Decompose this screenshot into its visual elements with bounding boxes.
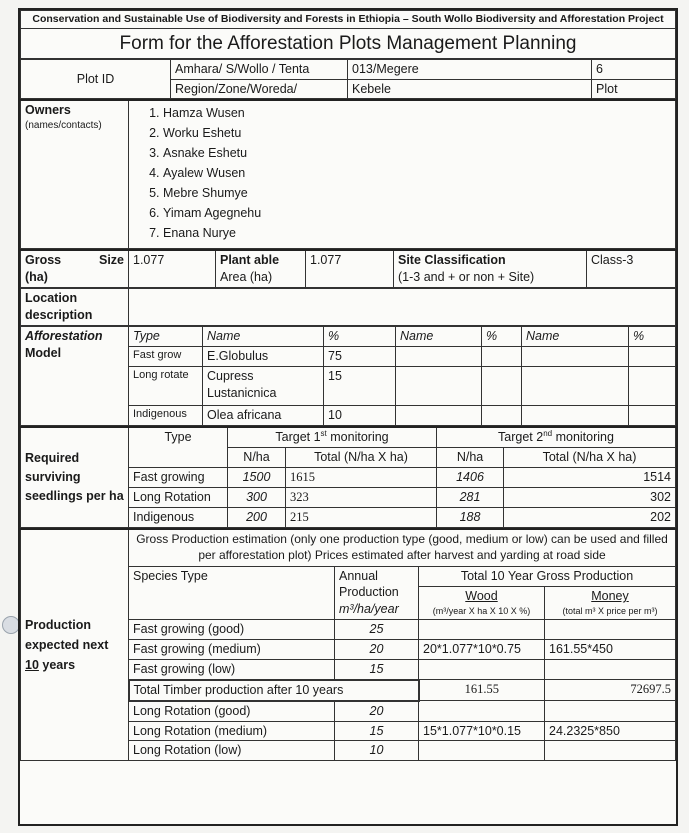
target-2-header [437, 427, 676, 448]
money-cell [545, 701, 676, 721]
money-cell: 161.55*450 [545, 640, 676, 660]
t1-cell: 215 [286, 507, 437, 527]
owners-section [20, 99, 676, 249]
annual-cell: 15 [335, 659, 419, 679]
money-cell [545, 741, 676, 761]
total-header-2: Total (N/ha X ha) [504, 448, 676, 468]
plantable-value: 1.077 [306, 250, 394, 288]
wood-cell [419, 659, 545, 679]
species-cell: Fast growing (medium) [129, 640, 335, 660]
afforestation-form [18, 8, 678, 826]
n2-cell: 188 [437, 507, 504, 527]
target-2-sup: nd [543, 429, 553, 439]
annual-cell: 20 [335, 701, 419, 721]
site-class-sublabel: (1-3 and + or non + Site) [398, 270, 535, 285]
nha-header-1: N/ha [228, 448, 286, 468]
annual-cell: 20 [335, 640, 419, 660]
pct-cell: 75 [324, 347, 396, 367]
money-header: Money [591, 589, 629, 604]
money-cell [545, 620, 676, 640]
owners-label: Owners [25, 103, 71, 118]
total-timber-label: Total Timber production after 10 years [129, 680, 419, 701]
target-1-text: Target 1 [275, 430, 321, 445]
seedlings-label: Required surviving seedlings per ha [21, 427, 129, 527]
owner-item: 2. Worku Eshetu [163, 123, 671, 143]
owner-item: 3. Asnake Eshetu [163, 143, 671, 163]
owner-item: 7. Enana Nurye [163, 223, 671, 243]
owners-sublabel: (names/contacts) [25, 120, 102, 132]
n1-cell: 1500 [228, 467, 286, 487]
seedling-type: Long Rotation [129, 487, 228, 507]
plantable-label: Plant able [220, 253, 280, 268]
total-header-1: Total (N/ha X ha) [286, 448, 437, 468]
afforestation-label: Afforestation [25, 329, 103, 344]
t2-cell: 1514 [504, 467, 676, 487]
species-cell: Long Rotation (medium) [129, 721, 335, 741]
owners-list [133, 103, 671, 243]
pct-cell: 15 [324, 367, 396, 406]
location-sublabel: description [25, 308, 93, 323]
pct-cell: 10 [324, 406, 396, 426]
target-2-monitoring: monitoring [555, 430, 614, 445]
type-cell: Long rotate [129, 367, 203, 406]
kebele-label: Kebele [348, 79, 592, 99]
model-label: Model [25, 346, 62, 361]
money-cell [545, 659, 676, 679]
kebele-value: 013/Megere [348, 59, 592, 79]
t1-cell: 1615 [286, 467, 437, 487]
money-cell: 24.2325*850 [545, 721, 676, 741]
target-1-header [228, 427, 437, 448]
seedling-type: Fast growing [129, 467, 228, 487]
production-header: Production [339, 585, 399, 600]
owner-item: 5. Mebre Shumye [163, 183, 671, 203]
total-gross-header: Total 10 Year Gross Production [419, 566, 676, 587]
annual-cell: 25 [335, 620, 419, 640]
col-pct-2: % [482, 327, 522, 347]
site-class-value: Class-3 [587, 250, 676, 288]
species-cell: Fast growing (low) [129, 659, 335, 679]
target-1-monitoring: monitoring [330, 430, 389, 445]
region-label: Region/Zone/Woreda/ [171, 79, 348, 99]
wood-cell [419, 741, 545, 761]
total-money-value: 72697.5 [545, 680, 676, 701]
wood-cell: 20*1.077*10*0.75 [419, 640, 545, 660]
location-section [20, 288, 676, 326]
afforestation-model-section [20, 326, 676, 426]
species-cell: Fast growing (good) [129, 620, 335, 640]
seedlings-type-header: Type [129, 427, 228, 467]
unit-header: m³/ha/year [339, 602, 399, 617]
owner-item: 6. Yimam Agegnehu [163, 203, 671, 223]
seedlings-section [20, 426, 676, 528]
n2-cell: 1406 [437, 467, 504, 487]
production-label: Production [25, 617, 91, 632]
annual-cell: 15 [335, 721, 419, 741]
wood-cell [419, 620, 545, 640]
form-header [20, 10, 676, 59]
col-pct-3: % [629, 327, 676, 347]
plantable-sublabel: Area (ha) [220, 270, 273, 285]
type-cell: Indigenous [129, 406, 203, 426]
name-cell-line2: Lustanicnica [207, 386, 277, 401]
region-value: Amhara/ S/Wollo / Tenta [171, 59, 348, 79]
species-cell: Long Rotation (good) [129, 701, 335, 721]
name-cell: Olea africana [203, 406, 324, 426]
gross-label: Gross [25, 253, 62, 268]
col-name: Name [203, 327, 324, 347]
size-section [20, 249, 676, 288]
species-type-header: Species Type [129, 566, 335, 620]
t1-cell: 323 [286, 487, 437, 507]
money-subheader: (total m³ X price per m³) [562, 605, 658, 616]
owner-item: 1. Hamza Wusen [163, 103, 671, 123]
col-type: Type [129, 327, 203, 347]
plot-id-section [20, 59, 676, 100]
wood-cell: 15*1.077*10*0.15 [419, 721, 545, 741]
nha-header-2: N/ha [437, 448, 504, 468]
name-cell: E.Globulus [203, 347, 324, 367]
wood-subheader: (m³/year X ha X 10 X %) [432, 605, 531, 616]
owner-item: 4. Ayalew Wusen [163, 163, 671, 183]
wood-cell [419, 701, 545, 721]
col-name-2: Name [396, 327, 482, 347]
production-note: Gross Production estimation (only one production type (good, medium or low) can be used and filled per afforestation plot) Prices estimated after harvest and yarding at road side [129, 529, 676, 567]
t2-cell: 302 [504, 487, 676, 507]
annual-header: Annual [339, 568, 378, 583]
gross-size-value: 1.077 [129, 250, 216, 288]
target-2-text: Target 2 [498, 430, 544, 445]
n1-cell: 200 [228, 507, 286, 527]
name-cell: Cupress [207, 369, 254, 384]
species-cell: Long Rotation (low) [129, 741, 335, 761]
col-name-3: Name [522, 327, 629, 347]
form-title: Form for the Afforestation Plots Management Planning [21, 29, 676, 59]
production-label-2: expected next [25, 637, 109, 652]
t2-cell: 202 [504, 507, 676, 527]
production-years-number: 10 [25, 657, 39, 672]
production-section [20, 528, 676, 762]
project-title: Conservation and Sustainable Use of Biodiversity and Forests in Ethiopia – South Wollo Biodiversity and Afforestation Project [21, 11, 676, 29]
site-class-label: Site Classification [398, 253, 506, 268]
plot-label: Plot [592, 79, 676, 99]
type-cell: Fast grow [129, 347, 203, 367]
target-1-sup: st [320, 429, 327, 439]
size-label: Size [98, 253, 124, 268]
annual-cell: 10 [335, 741, 419, 761]
production-years-label: years [42, 657, 76, 672]
plot-id-label: Plot ID [21, 59, 171, 99]
wood-header: Wood [465, 589, 498, 604]
seedling-type: Indigenous [129, 507, 228, 527]
plot-value: 6 [592, 59, 676, 79]
n1-cell: 300 [228, 487, 286, 507]
location-value [129, 289, 676, 326]
ha-label: (ha) [25, 270, 48, 285]
n2-cell: 281 [437, 487, 504, 507]
total-wood-value: 161.55 [419, 680, 545, 701]
col-pct: % [324, 327, 396, 347]
location-label: Location [25, 291, 78, 306]
